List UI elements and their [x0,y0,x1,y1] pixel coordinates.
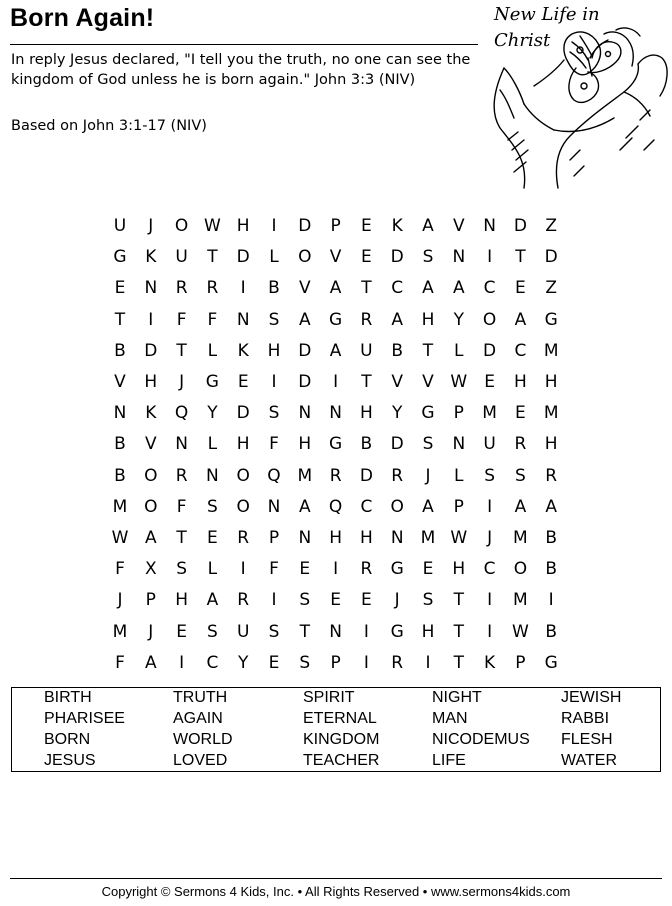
grid-letter: B [360,434,373,455]
grid-letter: R [360,309,373,330]
grid-letter: E [515,403,526,424]
grid-letter: G [113,247,127,268]
word-list-item: SPIRIT [303,689,355,706]
grid-letter: N [206,465,219,486]
grid-letter: W [450,528,468,548]
grid-letter: H [544,434,558,455]
grid-letter: J [179,372,185,392]
grid-letter: E [176,621,187,642]
grid-letter: I [240,559,246,580]
grid-letter: E [207,528,218,548]
word-list-item: PHARISEE [44,710,125,727]
grid-letter: Q [328,496,343,517]
grid-letter: N [175,434,188,455]
grid-letter: G [421,403,435,424]
grid-letter: K [237,340,249,361]
grid-letter: D [144,340,158,361]
grid-letter: L [207,559,218,580]
grid-letter: T [515,247,526,268]
grid-letter: S [176,559,187,580]
word-list-item: WORLD [173,731,233,748]
grid-letter: F [207,309,218,330]
grid-letter: D [544,247,558,268]
grid-letter: H [144,372,158,392]
grid-letter: U [236,621,250,642]
grid-letter: E [361,590,372,611]
grid-letter: D [298,216,312,236]
grid-letter: M [297,465,313,486]
grid-letter: E [484,372,495,392]
grid-letter: Y [453,309,464,330]
grid-letter: M [112,496,128,517]
grid-letter: G [329,309,343,330]
grid-letter: U [483,434,496,455]
grid-letter: O [144,465,158,486]
grid-letter: S [484,465,495,486]
grid-letter: M [420,528,436,548]
grid-letter: A [514,309,527,330]
grid-letter: S [422,590,434,611]
grid-letter: T [361,278,372,299]
grid-letter: T [453,652,464,673]
grid-letter: C [483,559,496,580]
grid-letter: A [329,278,342,299]
grid-letter: Y [391,403,403,424]
grid-letter: W [450,372,468,392]
grid-letter: N [390,528,404,548]
grid-letter: R [329,465,342,486]
grid-letter: O [144,496,158,517]
grid-letter: N [452,247,466,268]
grid-letter: M [112,621,128,642]
grid-letter: E [422,559,434,580]
grid-letter: J [394,590,400,611]
grid-letter: O [236,496,250,517]
grid-letter: N [144,278,158,299]
grid-letter: P [330,216,341,236]
grid-letter: E [515,278,526,299]
grid-letter: H [298,434,312,455]
grid-letter: A [422,496,434,517]
grid-letter: Y [207,403,218,424]
grid-letter: B [545,559,558,580]
grid-letter: A [329,340,342,361]
grid-letter: Q [174,403,189,424]
grid-letter: D [390,247,404,268]
grid-letter: F [176,496,187,517]
grid-letter: R [360,559,373,580]
word-list-item: JEWISH [561,689,622,706]
grid-letter: N [236,309,250,330]
grid-letter: N [329,621,342,642]
grid-letter: O [513,559,528,580]
grid-letter: R [237,528,250,548]
grid-letter: S [422,247,434,268]
grid-letter: Y [237,652,249,673]
grid-letter: Q [267,465,281,486]
grid-letter: D [483,340,497,361]
grid-letter: J [487,528,493,548]
grid-letter: C [360,496,373,517]
grid-letter: H [267,340,281,361]
grid-letter: L [454,340,464,361]
grid-letter: A [144,528,157,548]
grid-letter: D [298,372,312,392]
grid-letter: H [421,621,435,642]
grid-letter: A [514,496,527,517]
grid-letter: B [268,278,280,299]
grid-letter: T [453,590,464,611]
grid-letter: P [145,590,156,611]
grid-letter: U [175,247,188,268]
footer-divider [10,878,662,879]
grid-letter: D [236,247,250,268]
grid-letter: R [175,465,188,486]
grid-letter: G [390,621,404,642]
grid-letter: S [299,652,311,673]
grid-letter: I [271,216,277,236]
grid-letter: H [329,528,342,548]
grid-letter: E [114,278,126,299]
grid-letter: I [240,278,246,299]
grid-letter: V [422,372,434,392]
word-list-item: RABBI [561,710,610,727]
grid-letter: Z [545,216,558,236]
grid-letter: H [513,372,527,392]
grid-letter: I [333,559,339,580]
grid-letter: A [422,278,434,299]
grid-letter: C [391,278,404,299]
word-list-item: LIFE [432,752,466,769]
grid-letter: V [114,372,126,392]
grid-letter: B [114,434,126,455]
grid-letter: I [363,652,369,673]
grid-letter: I [425,652,431,673]
grid-letter: G [390,559,404,580]
grid-letter: M [513,528,528,548]
grid-letter: H [359,528,373,548]
grid-letter: W [511,621,529,642]
grid-letter: L [269,247,279,268]
grid-letter: H [452,559,466,580]
grid-letter: T [453,621,464,642]
illustration-caption-line1: New Life in [494,4,600,25]
grid-letter: I [363,621,369,642]
grid-letter: S [206,496,218,517]
illustration-caption-line2: Christ [494,30,551,51]
grid-letter: H [359,403,373,424]
grid-letter: H [175,590,188,611]
word-list-item: ETERNAL [303,710,377,727]
grid-letter: B [391,340,404,361]
copyright-footer: Copyright © Sermons 4 Kids, Inc. • All Rights Reserved • www.sermons4kids.com [101,884,571,899]
grid-letter: B [114,465,126,486]
grid-letter: T [299,621,310,642]
grid-letter: K [145,247,157,268]
grid-letter: O [482,309,497,330]
grid-letter: S [268,309,280,330]
grid-letter: I [179,652,185,673]
grid-letter: A [422,216,434,236]
grid-letter: W [203,216,221,236]
scripture-reference: Based on John 3:1-17 (NIV) [11,118,207,134]
grid-letter: I [487,247,493,268]
grid-letter: K [391,216,403,236]
word-list-item: JESUS [44,752,96,769]
grid-letter: R [545,465,558,486]
grid-letter: N [298,403,312,424]
grid-letter: B [545,621,558,642]
grid-letter: C [483,278,496,299]
grid-letter: I [333,372,339,392]
grid-letter: I [487,496,493,517]
grid-letter: I [548,590,554,611]
scripture-verse: In reply Jesus declared, "I tell you the truth, no one can see the kingdom of God unless he is born again." John 3:3 (NIV) [11,52,471,88]
grid-letter: G [205,372,219,392]
grid-letter: F [115,559,125,580]
grid-letter: X [144,559,157,580]
grid-letter: G [329,434,343,455]
word-list-item: KINGDOM [303,731,380,748]
grid-letter: G [544,652,558,673]
grid-letter: V [329,247,342,268]
word-list-box [11,687,661,772]
grid-letter: T [114,309,126,330]
grid-letter: F [176,309,187,330]
grid-letter: O [174,216,189,236]
grid-letter: E [361,216,372,236]
grid-letter: I [271,590,277,611]
page-title: Born Again! [10,4,155,32]
grid-letter: I [487,590,493,611]
grid-letter: D [236,403,250,424]
grid-letter: V [391,372,403,392]
grid-letter: N [113,403,127,424]
grid-letter: H [236,216,250,236]
word-list-item: AGAIN [173,710,223,727]
word-list-item: BORN [44,731,91,748]
grid-letter: F [115,652,125,673]
grid-letter: P [515,652,526,673]
grid-letter: U [113,216,127,236]
grid-letter: A [144,652,157,673]
grid-letter: H [421,309,435,330]
grid-letter: D [359,465,373,486]
grid-letter: J [148,621,154,642]
grid-letter: E [299,559,311,580]
grid-letter: B [114,340,126,361]
word-list-item: WATER [561,752,617,769]
grid-letter: L [207,340,218,361]
grid-letter: U [360,340,373,361]
grid-letter: S [268,403,280,424]
grid-letter: F [269,434,279,455]
grid-letter: T [207,247,218,268]
grid-letter: G [544,309,558,330]
grid-letter: W [111,528,129,548]
grid-letter: K [484,652,496,673]
word-list-item: FLESH [561,731,613,748]
grid-letter: M [482,403,497,424]
grid-letter: R [175,278,188,299]
grid-letter: H [236,434,250,455]
grid-letter: L [454,465,464,486]
grid-letter: R [391,465,404,486]
grid-letter: S [299,590,311,611]
grid-letter: Z [545,278,558,299]
grid-letter: S [422,434,434,455]
word-list-item: NIGHT [432,689,482,706]
grid-letter: N [329,403,342,424]
grid-letter: E [361,247,372,268]
grid-letter: O [390,496,404,517]
grid-letter: K [145,403,157,424]
grid-letter: I [271,372,277,392]
grid-letter: A [298,309,311,330]
grid-letter: P [453,496,464,517]
grid-letter: R [514,434,527,455]
grid-letter: M [543,340,559,361]
word-list-item: NICODEMUS [432,731,530,748]
grid-letter: N [483,216,496,236]
grid-letter: I [148,309,154,330]
grid-letter: E [268,652,280,673]
grid-letter: S [514,465,526,486]
grid-letter: V [298,278,311,299]
grid-letter: T [422,340,434,361]
word-list-item: TEACHER [303,752,380,769]
grid-letter: E [237,372,249,392]
grid-letter: C [514,340,527,361]
grid-letter: M [543,403,559,424]
grid-letter: S [206,621,218,642]
grid-letter: J [425,465,431,486]
grid-letter: D [298,340,312,361]
word-list-item: MAN [432,710,468,727]
grid-letter: N [267,496,281,517]
grid-letter: J [117,590,123,611]
grid-letter: P [268,528,280,548]
grid-letter: C [206,652,219,673]
grid-letter: V [144,434,157,455]
grid-letter: O [298,247,312,268]
word-list-item: TRUTH [173,689,228,706]
grid-letter: A [391,309,403,330]
grid-letter: T [361,372,372,392]
grid-letter: L [207,434,218,455]
grid-letter: R [391,652,404,673]
grid-letter: N [298,528,312,548]
grid-letter: A [452,278,465,299]
grid-letter: N [452,434,466,455]
grid-letter: R [237,590,250,611]
grid-letter: P [453,403,464,424]
grid-letter: I [487,621,493,642]
grid-letter: B [545,528,558,548]
grid-letter: A [206,590,219,611]
grid-letter: F [269,559,279,580]
grid-letter: S [268,621,280,642]
grid-letter: H [544,372,558,392]
grid-letter: D [513,216,527,236]
grid-letter: A [545,496,557,517]
grid-letter: M [513,590,528,611]
grid-letter: T [176,528,187,548]
grid-letter: V [452,216,465,236]
word-list-item: BIRTH [44,689,92,706]
grid-letter: E [330,590,341,611]
word-list-item: LOVED [173,752,228,769]
grid-letter: A [298,496,311,517]
grid-letter: J [148,216,154,236]
grid-letter: P [330,652,341,673]
grid-letter: T [176,340,187,361]
grid-letter: D [390,434,404,455]
grid-letter: R [206,278,219,299]
grid-letter: O [236,465,250,486]
